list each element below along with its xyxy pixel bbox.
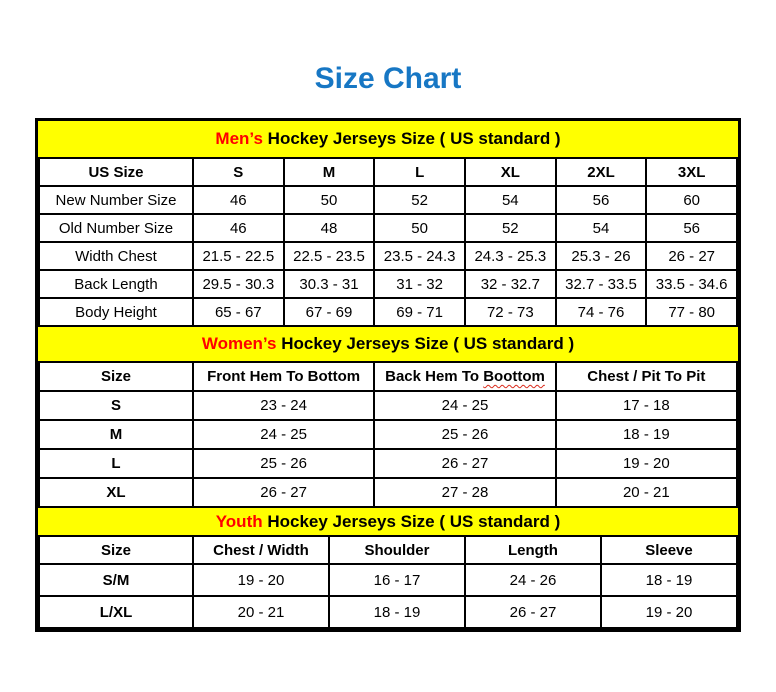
womens-data-cell: 17 - 18 [556,391,737,420]
womens-row-label-cell: S [39,391,193,420]
mens-data-cell: 33.5 - 34.6 [646,270,737,298]
mens-data-cell: 69 - 71 [374,298,465,326]
mens-data-cell: 50 [374,214,465,242]
mens-column-header: S [193,158,284,186]
mens-data-cell: 24.3 - 25.3 [465,242,556,270]
mens-caption-highlight: Men’s [215,129,263,148]
youth-caption-text: Hockey Jerseys Size ( US standard ) [262,512,561,531]
womens-data-cell: 20 - 21 [556,478,737,507]
mens-row-label-cell: Old Number Size [39,214,193,242]
womens-table-row [39,449,737,478]
youth-table-row [39,564,737,596]
misspelled-word: Boottom [483,368,545,385]
mens-data-cell: 22.5 - 23.5 [284,242,375,270]
womens-header-row [39,362,737,391]
youth-table-caption [38,508,738,535]
youth-data-cell: 24 - 26 [465,564,601,596]
mens-size-table [38,157,738,327]
mens-row-label-cell: Width Chest [39,242,193,270]
womens-data-cell: 19 - 20 [556,449,737,478]
mens-data-cell: 52 [465,214,556,242]
mens-column-header: 2XL [556,158,647,186]
mens-data-cell: 25.3 - 26 [556,242,647,270]
womens-data-cell: 25 - 26 [193,449,374,478]
mens-column-header: XL [465,158,556,186]
mens-data-cell: 23.5 - 24.3 [374,242,465,270]
mens-table-row [39,214,737,242]
womens-data-cell: 18 - 19 [556,420,737,449]
mens-column-header: US Size [39,158,193,186]
youth-column-header: Length [465,536,601,564]
mens-table-row [39,186,737,214]
youth-data-cell: 19 - 20 [601,596,737,628]
womens-size-section [38,327,738,508]
womens-row-label-cell: XL [39,478,193,507]
womens-caption-text: Hockey Jerseys Size ( US standard ) [276,334,575,353]
mens-column-header: M [284,158,375,186]
mens-table-row [39,242,737,270]
womens-column-header: Front Hem To Bottom [193,362,374,391]
mens-table-row [39,270,737,298]
youth-data-cell: 18 - 19 [601,564,737,596]
womens-table-row [39,478,737,507]
womens-table-row [39,420,737,449]
mens-caption-text: Hockey Jerseys Size ( US standard ) [262,129,561,148]
youth-size-section [38,508,738,629]
womens-table-row [39,391,737,420]
mens-row-label-cell: Body Height [39,298,193,326]
mens-data-cell: 60 [646,186,737,214]
mens-table-row [39,298,737,326]
mens-data-cell: 74 - 76 [556,298,647,326]
womens-column-header: Back Hem To Boottom [374,362,555,391]
youth-table-row [39,596,737,628]
mens-column-header: L [374,158,465,186]
womens-caption-highlight: Women’s [201,334,277,353]
size-chart-tables [35,118,741,632]
mens-data-cell: 30.3 - 31 [284,270,375,298]
youth-data-cell: 16 - 17 [329,564,465,596]
womens-column-header: Chest / Pit To Pit [556,362,737,391]
womens-data-cell: 24 - 25 [374,391,555,420]
mens-data-cell: 54 [465,186,556,214]
womens-table-caption [38,327,738,361]
mens-data-cell: 50 [284,186,375,214]
mens-data-cell: 72 - 73 [465,298,556,326]
mens-data-cell: 77 - 80 [646,298,737,326]
womens-data-cell: 25 - 26 [374,420,555,449]
womens-data-cell: 27 - 28 [374,478,555,507]
womens-data-cell: 23 - 24 [193,391,374,420]
mens-size-section [38,121,738,327]
womens-data-cell: 26 - 27 [374,449,555,478]
youth-data-cell: 19 - 20 [193,564,329,596]
mens-data-cell: 21.5 - 22.5 [193,242,284,270]
mens-data-cell: 48 [284,214,375,242]
youth-column-header: Chest / Width [193,536,329,564]
youth-column-header: Sleeve [601,536,737,564]
youth-caption-highlight: Youth [215,512,263,531]
womens-row-label-cell: L [39,449,193,478]
youth-row-label-cell: S/M [39,564,193,596]
mens-data-cell: 54 [556,214,647,242]
mens-data-cell: 32 - 32.7 [465,270,556,298]
youth-row-label-cell: L/XL [39,596,193,628]
womens-row-label-cell: M [39,420,193,449]
mens-data-cell: 46 [193,186,284,214]
mens-data-cell: 31 - 32 [374,270,465,298]
mens-row-label-cell: Back Length [39,270,193,298]
youth-column-header: Shoulder [329,536,465,564]
mens-column-header: 3XL [646,158,737,186]
mens-table-caption [38,121,738,157]
mens-data-cell: 32.7 - 33.5 [556,270,647,298]
mens-data-cell: 26 - 27 [646,242,737,270]
youth-column-header: Size [39,536,193,564]
youth-header-row [39,536,737,564]
womens-data-cell: 26 - 27 [193,478,374,507]
mens-header-row [39,158,737,186]
mens-data-cell: 52 [374,186,465,214]
mens-data-cell: 65 - 67 [193,298,284,326]
mens-data-cell: 46 [193,214,284,242]
youth-data-cell: 26 - 27 [465,596,601,628]
mens-data-cell: 56 [646,214,737,242]
mens-data-cell: 56 [556,186,647,214]
youth-size-table [38,535,738,629]
mens-data-cell: 29.5 - 30.3 [193,270,284,298]
page-title: Size Chart [314,62,462,95]
mens-row-label-cell: New Number Size [39,186,193,214]
womens-data-cell: 24 - 25 [193,420,374,449]
womens-size-table [38,361,738,508]
youth-data-cell: 20 - 21 [193,596,329,628]
womens-column-header: Size [39,362,193,391]
mens-data-cell: 67 - 69 [284,298,375,326]
youth-data-cell: 18 - 19 [329,596,465,628]
